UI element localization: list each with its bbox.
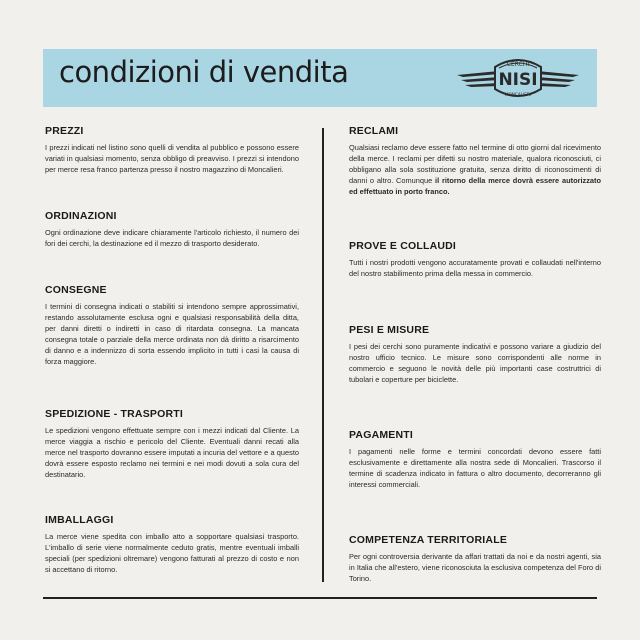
section-body: Per ogni controversia derivante da affari trattati da noi e da nostri agenti, sia in Italia che all'estero, viene riconosciuta la esclusiva competenza del Foro di Torino. bbox=[349, 552, 601, 583]
section-body: I termini di consegna indicati o stabiliti si intendono sempre approssimativi, restando assolutamente esclusa ogni e qualsiasi responsabilità della ditta, per danni diretti o indiretti in caso di ritardata consegna. La mancata consegna totale o parziale della merce ordinata non dà diritto a risarcimento di danno e a indennizzo di sorta essendo implicito in tutti i casi la causa di forza maggiore. bbox=[45, 302, 299, 366]
logo-brand-text: NISI bbox=[498, 70, 538, 90]
section-title: ORDINAZIONI bbox=[45, 210, 117, 222]
section-body: I pesi dei cerchi sono puramente indicativi e possono variare a giudizio del nostro ufficio tecnico. Le misure sono corrispondenti alle norme in commercio e seguono le novità delle più importanti case costruttrici di tubolari e coperture per biciclette. bbox=[349, 342, 601, 384]
section-body bbox=[349, 143, 601, 198]
section-title: CONSEGNE bbox=[45, 284, 107, 296]
section-body-text: Qualsiasi reclamo deve essere fatto nel termine di otto giorni dal ricevimento della merce. I reclami per difetti su nostro materiale, qualora riconosciuti, ci obbligano alla sola sostituzione gratuita, senza diritto di riconoscimenti di danni o altro. Comunque bbox=[349, 143, 601, 185]
section-ordinazioni bbox=[45, 210, 299, 250]
section-body: I pagamenti nelle forme e termini concordati devono essere fatti esclusivamente e direttamente alla nostra sede di Moncalieri. Trascorso il termine di scadenza indicato in fattura o altro documento, decorreranno gli interessi commerciali. bbox=[349, 447, 601, 489]
section-imballaggi bbox=[45, 514, 299, 576]
section-spedizione-trasporti bbox=[45, 408, 299, 481]
section-body: La merce viene spedita con imballo atto a sopportare qualsiasi trasporto. L'imballo di serie viene normalmente ceduto gratis, mentre eventuali imballi speciali (per spedizioni oltremare) vengono fatturati al prezzo di costo e non si accettano di ritorno. bbox=[45, 532, 299, 574]
logo-top-text: CERCHI bbox=[506, 61, 530, 68]
section-title: PAGAMENTI bbox=[349, 429, 414, 441]
section-title: PREZZI bbox=[45, 125, 84, 137]
section-pesi-misure bbox=[349, 324, 601, 386]
section-prezzi bbox=[45, 125, 299, 176]
section-title: RECLAMI bbox=[349, 125, 399, 137]
section-competenza-territoriale bbox=[349, 534, 601, 585]
section-prove-collaudi bbox=[349, 240, 601, 280]
cerchi-nisi-logo bbox=[455, 55, 581, 101]
section-title: COMPETENZA TERRITORIALE bbox=[349, 534, 508, 546]
section-title: IMBALLAGGI bbox=[45, 514, 114, 526]
section-consegne bbox=[45, 284, 299, 367]
section-body: I prezzi indicati nel listino sono quelli di vendita al pubblico e possono essere variati in qualsiasi momento, senza obbligo di preavviso. I prezzi si intendono per merce resa franco partenza presso il nostro magazzino di Moncalieri. bbox=[45, 143, 299, 174]
column-divider bbox=[322, 128, 324, 582]
section-title: SPEDIZIONE - TRASPORTI bbox=[45, 408, 183, 420]
header-banner bbox=[43, 49, 597, 107]
section-body: Le spedizioni vengono effettuate sempre con i mezzi indicati dal Cliente. La merce viaggia a rischio e pericolo del Cliente. Eventuali danni recati alla merce nel trasporto dovranno essere imputati a incuria del vettore e a questo dovrà essere esposto reclamo nei termini e nei modi dovuti a sola cura del destinatario. bbox=[45, 426, 299, 479]
section-body: Ogni ordinazione deve indicare chiaramente l'articolo richiesto, il numero dei fori dei cerchi, la destinazione ed il mezzo di trasporto desiderato. bbox=[45, 228, 299, 248]
section-title: PROVE E COLLAUDI bbox=[349, 240, 457, 252]
section-body-bold: il ritorno della merce dovrà essere autorizzato ed effettuato in porto franco. bbox=[349, 175, 601, 196]
section-pagamenti bbox=[349, 429, 601, 491]
section-title: PESI E MISURE bbox=[349, 324, 430, 336]
section-body: Tutti i nostri prodotti vengono accuratamente provati e collaudati nell'interno del nostro stabilimento prima della messa in commercio. bbox=[349, 258, 601, 278]
logo-bottom-text: MONCALIERI bbox=[504, 92, 532, 97]
page-title: condizioni di vendita bbox=[59, 55, 349, 89]
section-reclami bbox=[349, 125, 601, 198]
footer-rule bbox=[43, 597, 597, 599]
